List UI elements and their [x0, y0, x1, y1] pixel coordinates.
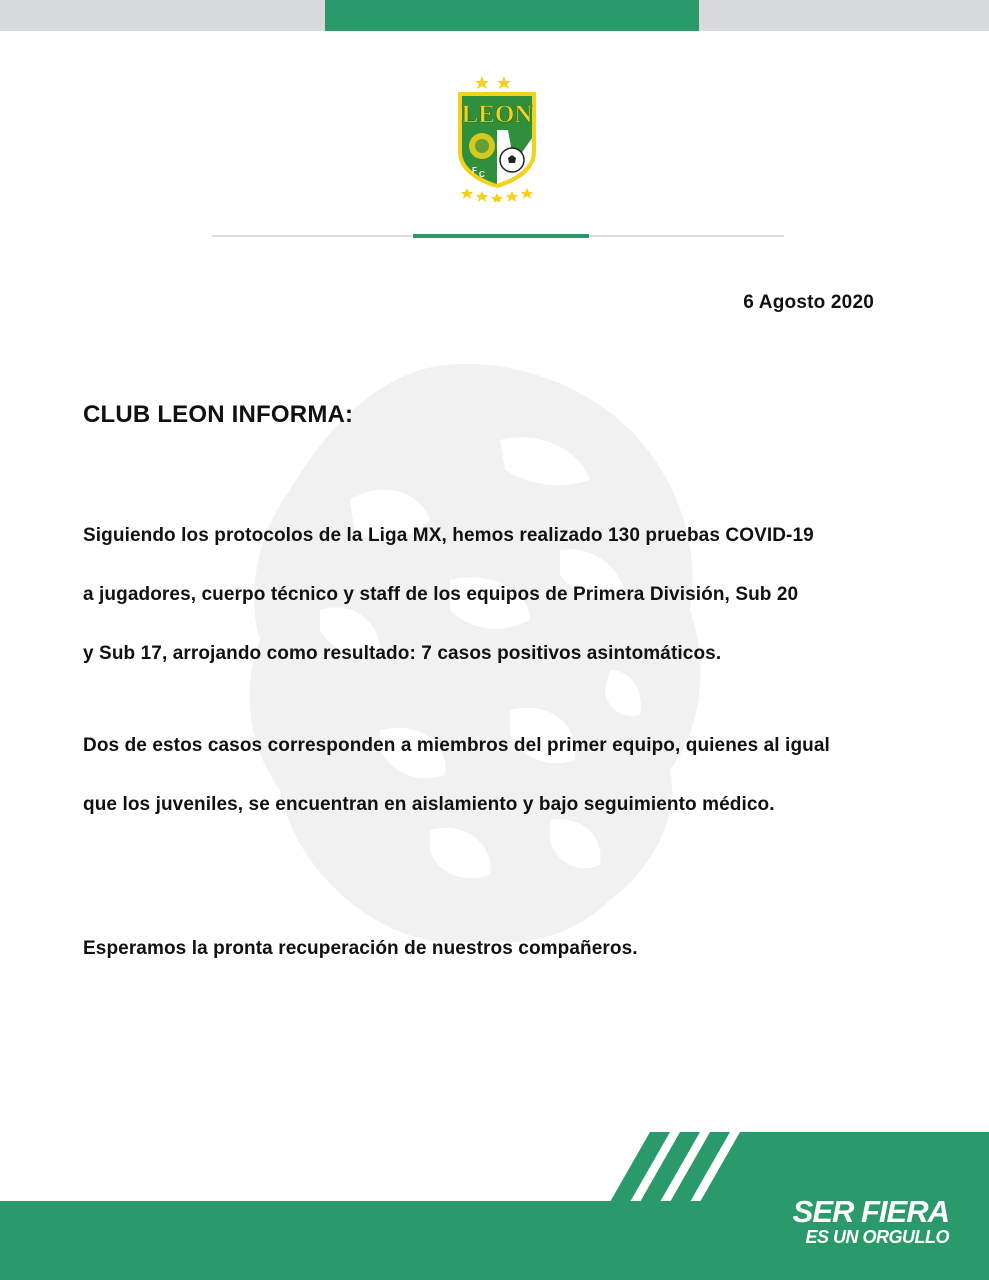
crest-initial-f: F: [472, 166, 477, 175]
slogan-line-2: ES UN ORGULLO: [805, 1227, 949, 1247]
paragraph-line: Siguiendo los protocolos de la Liga MX, hemos realizado 130 pruebas COVID-19: [83, 525, 814, 546]
paragraph-line: Esperamos la pronta recuperación de nuestros compañeros.: [83, 938, 638, 959]
letter-heading: CLUB LEON INFORMA:: [83, 401, 354, 428]
footer-slogan: [793, 1196, 949, 1246]
paragraph-line: a jugadores, cuerpo técnico y staff de los equipos de Primera División, Sub 20: [83, 584, 799, 605]
crest-initial-c: C: [479, 170, 485, 179]
top-bar-gray-right: [699, 0, 989, 31]
footer-stripes-icon: [600, 1132, 989, 1202]
paragraph-line: y Sub 17, arrojando como resultado: 7 casos positivos asintomáticos.: [83, 643, 722, 664]
paragraph-line: que los juveniles, se encuentran en aislamiento y bajo seguimiento médico.: [83, 794, 775, 815]
club-leon-crest-icon: [452, 72, 542, 202]
paragraph-line: Dos de estos casos corresponden a miembros del primer equipo, quienes al igual: [83, 735, 830, 756]
letter-date: 6 Agosto 2020: [743, 292, 874, 313]
paragraph-recovery-wish: [83, 919, 903, 978]
slogan-line-1: SER FIERA: [792, 1194, 949, 1229]
top-decorative-bar: [0, 0, 989, 31]
crest-wordmark: LEON: [461, 101, 533, 128]
top-bar-green-center: [325, 0, 699, 31]
paragraph-covid-tests: [83, 506, 903, 683]
header-divider-accent: [413, 234, 589, 238]
top-bar-gray-left: [0, 0, 325, 31]
paragraph-first-team-cases: [83, 716, 903, 834]
